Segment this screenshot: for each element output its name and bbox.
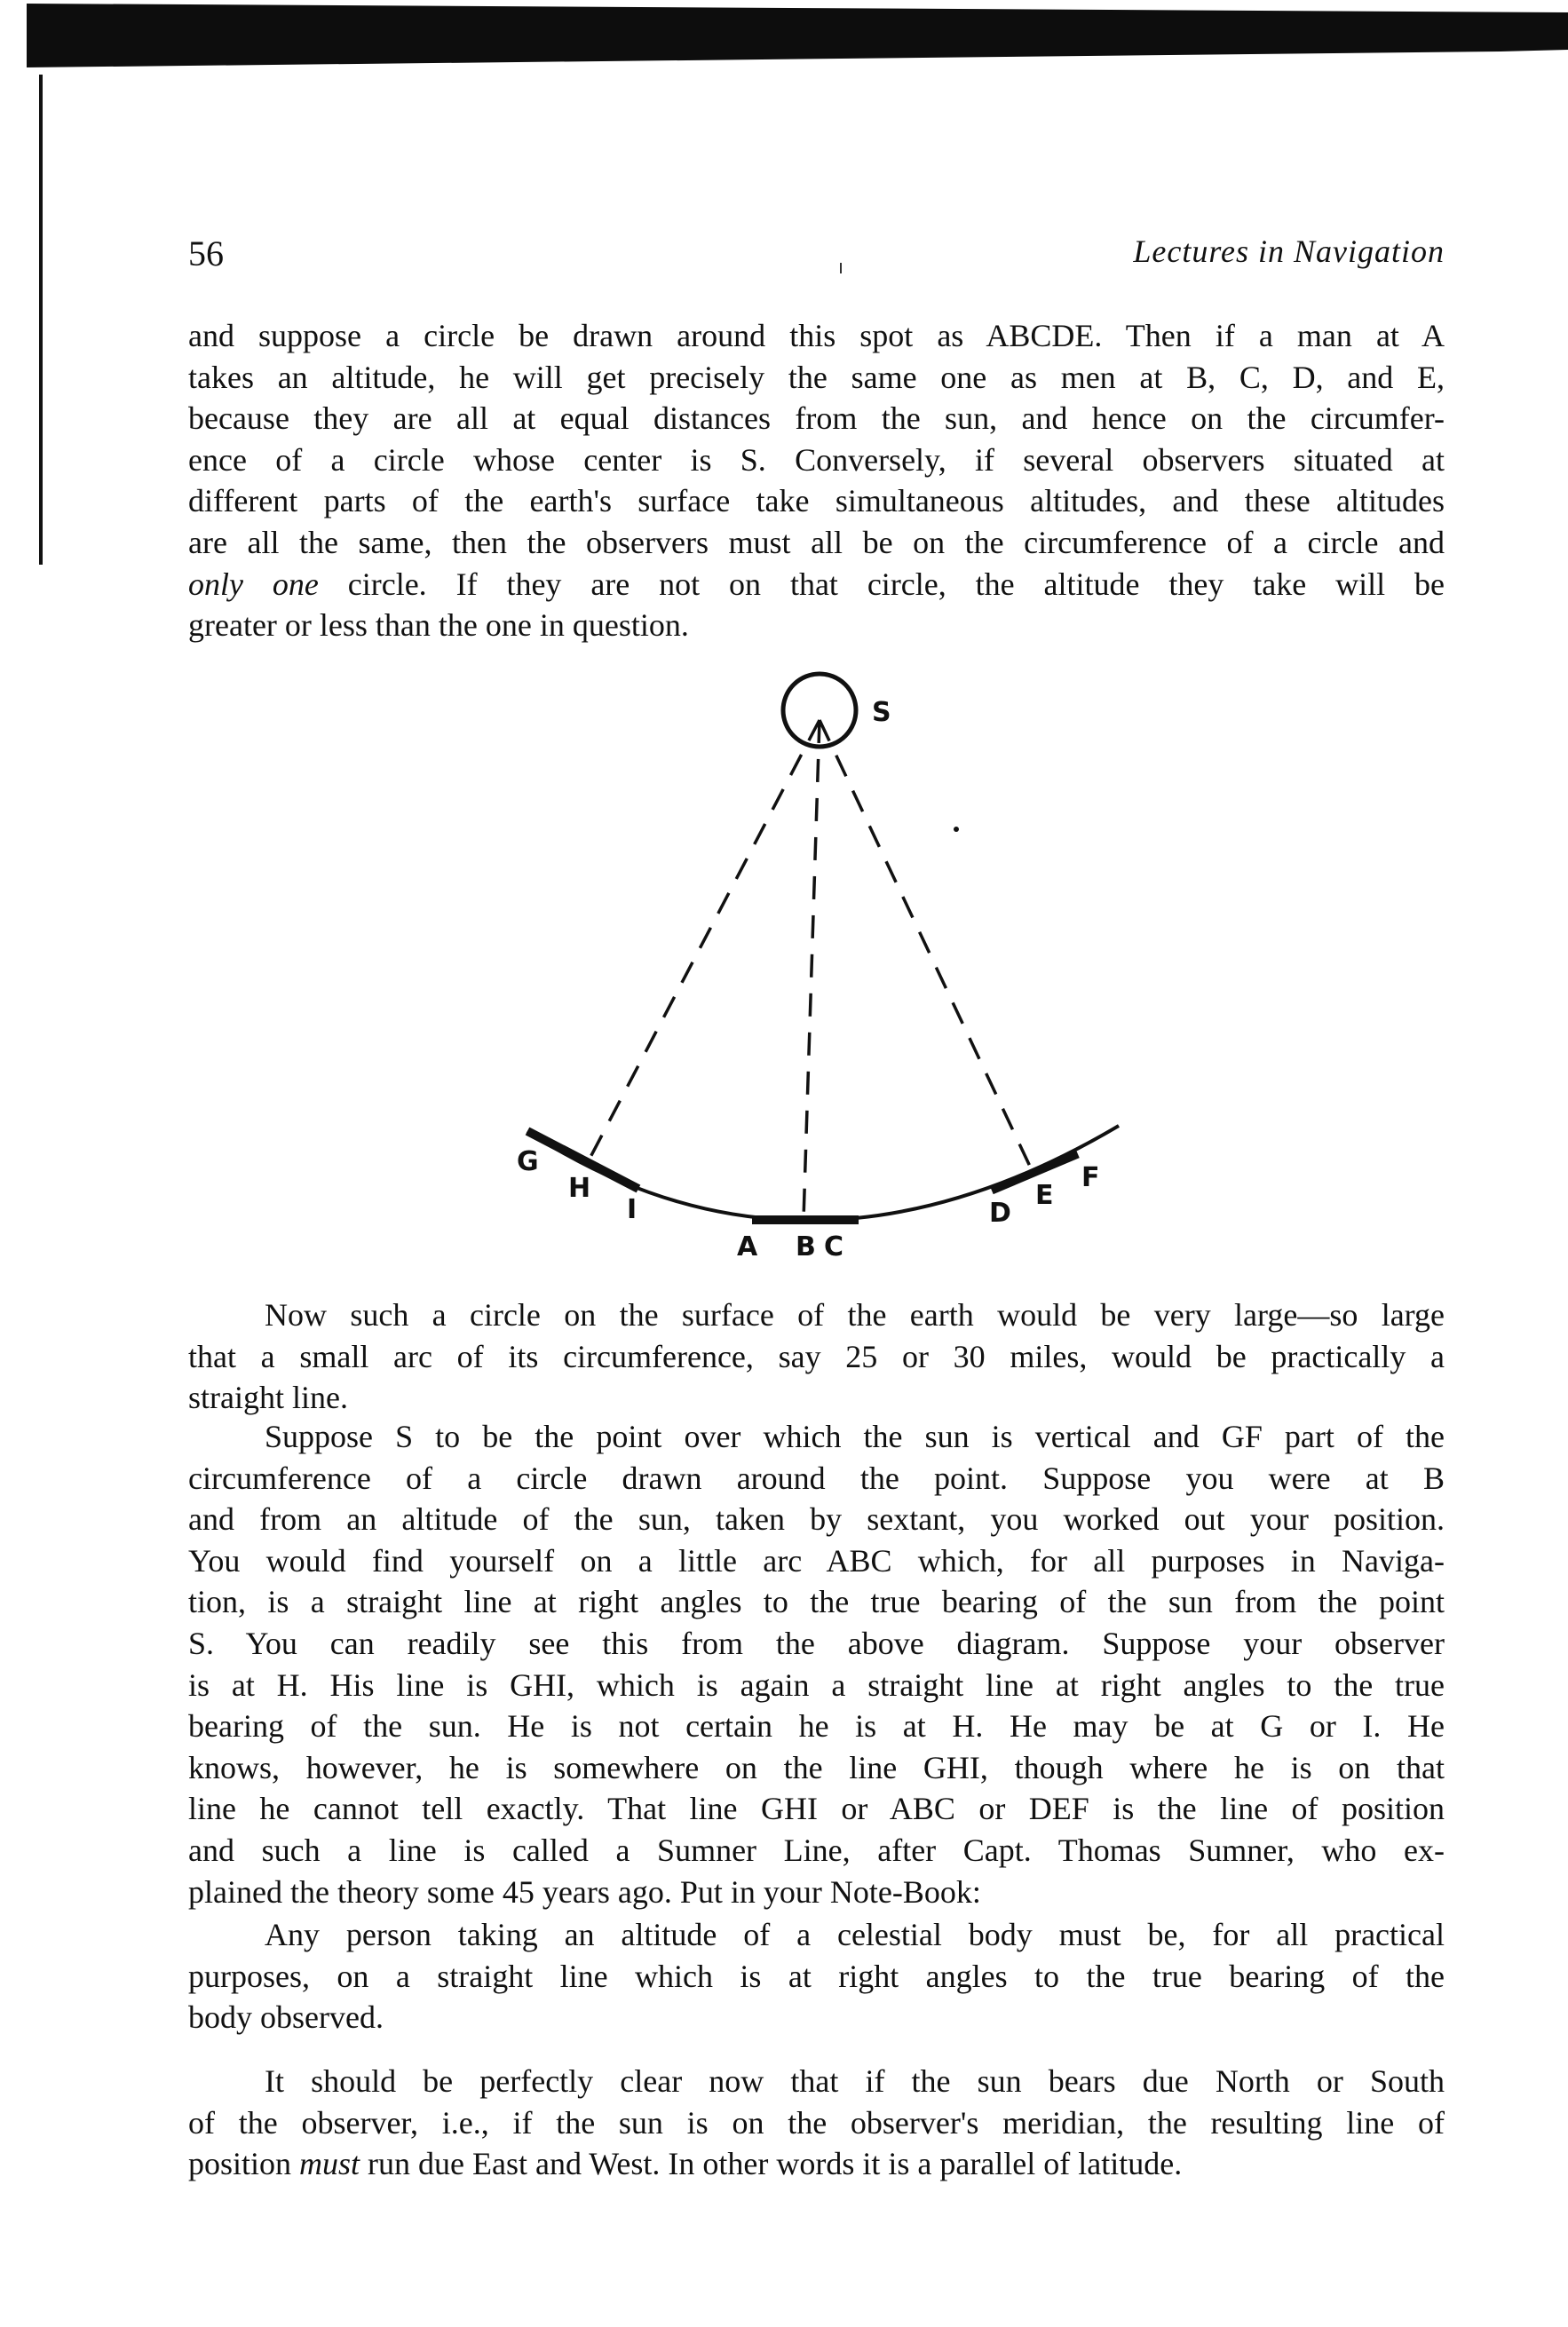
text-line: line he cannot tell exactly. That line GHI or ABC or DEF is the line of position — [188, 1791, 1445, 1827]
label-h: H — [568, 1173, 591, 1204]
text-line: body observed. — [188, 1999, 384, 2036]
label-c: C — [824, 1231, 844, 1262]
label-a: A — [737, 1231, 758, 1262]
page-number: 56 — [188, 233, 224, 273]
label-e: E — [1035, 1180, 1054, 1211]
text-line: position must run due East and West. In other words it is a parallel of latitude. — [188, 2146, 1183, 2182]
text-line: Now such a circle on the surface of the earth would be very large—so large — [265, 1297, 1445, 1333]
text-line: is at H. His line is GHI, which is again a straight line at right angles to the true — [188, 1666, 1445, 1703]
text-line: and from an altitude of the sun, taken by sextant, you worked out your position. — [188, 1501, 1445, 1538]
text-line: knows, however, he is somewhere on the line GHI, though where he is on that — [188, 1749, 1445, 1785]
label-f: F — [1081, 1162, 1100, 1193]
paragraph-meridian-case — [188, 2061, 1445, 2185]
text-line: greater or less than the one in question. — [188, 607, 689, 644]
label-b: B — [796, 1231, 816, 1262]
text-line: S. You can readily see this from the above diagram. Suppose your observer — [188, 1625, 1445, 1661]
text-line: circumference of a circle drawn around the point. Suppose you were at B — [188, 1460, 1445, 1496]
text-line: bearing of the sun. He is not certain he is at H. He may be at G or I. He — [188, 1708, 1445, 1745]
text-line: You would find yourself on a little arc ABC which, for all purposes in Naviga- — [188, 1542, 1445, 1579]
label-g: G — [517, 1146, 539, 1177]
text-line: that a small arc of its circumference, say 25 or 30 miles, would be practically a — [188, 1338, 1445, 1374]
text-line: It should be perfectly clear now that if the sun bears due North or South — [265, 2063, 1445, 2099]
text-line: plained the theory some 45 years ago. Put in your Note-Book: — [188, 1873, 981, 1910]
bearing-line-to-b — [804, 720, 820, 1220]
bearing-line-to-h — [588, 720, 820, 1162]
text-line: takes an altitude, he will get precisely the same one as men at B, C, D, and E, — [188, 359, 1445, 395]
label-i: I — [627, 1194, 637, 1225]
text-line: of the observer, i.e., if the sun is on the observer's meridian, the resulting line of — [188, 2104, 1445, 2141]
label-d: D — [989, 1198, 1011, 1229]
text-line: ence of a circle whose center is S. Conversely, if several observers situated at — [188, 441, 1445, 478]
text-line: purposes, on a straight line which is at right angles to the true bearing of the — [188, 1958, 1445, 1994]
text-line: tion, is a straight line at right angles to the true bearing of the sun from the point — [188, 1584, 1445, 1620]
stray-dot — [954, 827, 959, 832]
text-line: only one circle. If they are not on that circle, the altitude they take will be — [188, 566, 1445, 602]
text-line: straight line. — [188, 1380, 348, 1416]
label-s: S — [872, 697, 891, 728]
text-line: Suppose S to be the point over which the sun is vertical and GF part of the — [265, 1419, 1445, 1454]
running-title: Lectures in Navigation — [1133, 233, 1445, 269]
text-line: Any person taking an altitude of a celestial body must be, for all practical — [265, 1917, 1445, 1952]
paragraph-large-circle — [188, 1294, 1445, 1419]
bearing-line-to-e — [820, 720, 1033, 1172]
paragraph-sumner-line-explanation — [188, 1416, 1445, 1912]
text-line: because they are all at equal distances from the sun, and hence on the circumfer- — [188, 400, 1445, 437]
paragraph-note-book-rule — [188, 1914, 1445, 2038]
text-line: and suppose a circle be drawn around this spot as ABCDE. Then if a man at A — [188, 318, 1445, 353]
text-line: different parts of the earth's surface take simultaneous altitudes, and these altitudes — [188, 483, 1445, 519]
text-line: and such a line is called a Sumner Line, after Capt. Thomas Sumner, who ex- — [188, 1832, 1445, 1868]
text-line: are all the same, then the observers must all be on the circumference of a circle and — [188, 524, 1445, 560]
